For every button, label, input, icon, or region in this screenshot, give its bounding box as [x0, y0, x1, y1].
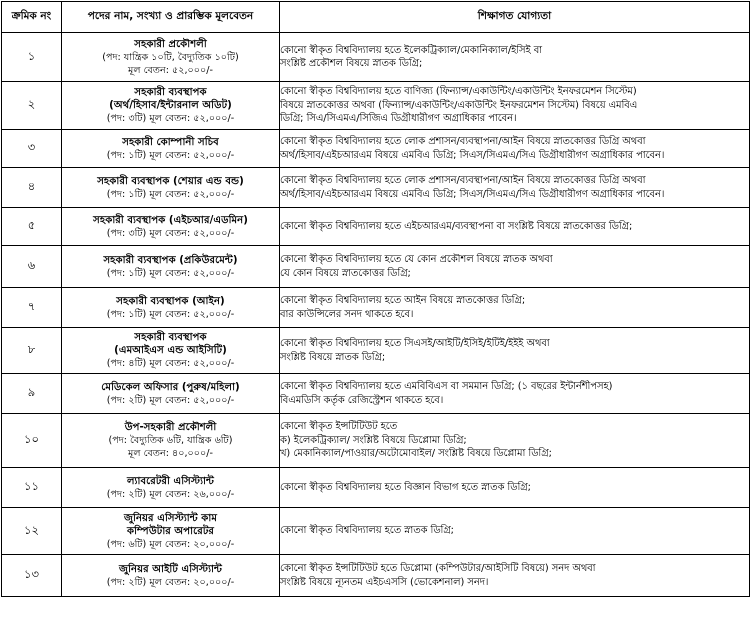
qualification-cell [280, 468, 750, 508]
qualification-line: কোনো স্বীকৃত বিশ্ববিদ্যালয় হতে যে কোন প্রকৌশল বিষয়ে স্নাতক অথবা [280, 254, 553, 265]
serial-cell: ১২ [2, 508, 62, 555]
serial-cell: ৪ [2, 168, 62, 208]
qualification-line: কোনো স্বীকৃত বিশ্ববিদ্যালয় হতে এইচআরএম/ব্যবস্থাপনা বা সংশ্লিষ্ট বিষয়ে স্নাতকোত্তর ডিগ্রি; [280, 220, 633, 232]
post-title: জুনিয়র আইটি এসিস্ট্যান্ট [118, 563, 223, 575]
post-details: মূল বেতন: ৪০,০০০/- [128, 448, 213, 459]
post-cell [62, 168, 280, 208]
post-details: (পদ: ২টি) মূল বেতন: ২৬,০০০/- [106, 488, 235, 500]
qualification-line: অর্থ/হিসাব/এইচআরএম বিষয়ে এমবিএ ডিগ্রি; সিএস/সিএমএ/সিএ ডিগ্রীধারীগণ অগ্রাধিকার পাবেন। [280, 188, 665, 200]
qualification-cell [280, 508, 750, 555]
qualification-line: কোনো স্বীকৃত বিশ্ববিদ্যালয় হতে এমবিবিএস বা সমমান ডিগ্রি; (১ বছরের ইন্টার্নশীপসহ) [280, 381, 613, 392]
table-row [2, 468, 750, 508]
post-title: সহকারী কোম্পানী সচিব [122, 136, 219, 148]
post-details: (পদ: ২টি) মূল বেতন: ২০,০০০/- [106, 576, 235, 588]
qualification-line: যে কোন বিষয়ে স্নাতকোত্তর ডিগ্রি; [280, 267, 411, 279]
table-row [2, 130, 750, 168]
qualification-cell [280, 33, 750, 82]
table-header-row [2, 2, 750, 33]
qualification-line: কোনো স্বীকৃত বিশ্ববিদ্যালয় হতে সিএসই/আইটি/ইসিই/ইটিই/ইইই অথবা [280, 338, 550, 349]
qualification-cell [280, 246, 750, 288]
table-row [2, 168, 750, 208]
qualification-cell [280, 168, 750, 208]
serial-cell: ৩ [2, 130, 62, 168]
qualification-line: বিএমডিসি কর্তৃক রেজিস্ট্রেশন থাকতে হবে। [280, 394, 444, 406]
qualification-line: সংশ্লিষ্ট বিষয়ে ন্যূনতম এইচএসসি (ভোকেশনাল) সনদ। [280, 576, 489, 588]
table-row [2, 208, 750, 246]
qualification-line: বিষয়ে স্নাতকোত্তর অথবা (ফিন্যান্স/একাউন্টিং/একাউন্টিং ইনফরমেশন সিস্টেম) বিষয়ে এমবিএ [280, 99, 638, 111]
post-title: (অর্থ/হিসাব/ইন্টারনাল অডিট) [109, 100, 232, 111]
serial-cell: ৭ [2, 288, 62, 328]
post-title: ল্যাবরেটরী এসিস্ট্যান্ট [126, 475, 215, 487]
table-row [2, 555, 750, 597]
post-details: (পদ: ৩টি) মূল বেতন: ৫২,০০০/- [106, 227, 235, 239]
serial-cell: ২ [2, 82, 62, 130]
post-cell [62, 508, 280, 555]
serial-cell: ৫ [2, 208, 62, 246]
qualification-cell [280, 414, 750, 468]
table-body [2, 33, 750, 597]
post-title: সহকারী ব্যবস্থাপক (এইচআর/এডমিন) [93, 214, 248, 226]
table-row [2, 508, 750, 555]
post-details: (পদ: ১টি) মূল বেতন: ৫২,০০০/- [106, 188, 235, 200]
table-row [2, 414, 750, 468]
job-vacancy-table [1, 1, 750, 597]
post-title: কম্পিউটার অপারেটর [127, 525, 214, 537]
post-title: জুনিয়র এসিস্ট্যান্ট কাম [123, 512, 218, 524]
qualification-line: কোনো স্বীকৃত বিশ্ববিদ্যালয় হতে বিজ্ঞান বিভাগ হতে স্নাতক ডিগ্রি; [280, 481, 531, 493]
post-cell [62, 82, 280, 130]
table-row [2, 328, 750, 374]
post-title: সহকারী ব্যবস্থাপক [134, 87, 207, 98]
post-title: সহকারী ব্যবস্থাপক (শেয়ার এন্ড বন্ড) [97, 175, 244, 187]
post-cell [62, 374, 280, 414]
qualification-cell [280, 82, 750, 130]
qualification-line: সংশ্লিষ্ট প্রকৌশল বিষয়ে স্নাতক ডিগ্রি; [280, 58, 423, 69]
table-row [2, 374, 750, 414]
post-title: সহকারী ব্যবস্থাপক (প্রকিউরমেন্ট) [103, 254, 238, 266]
post-cell [62, 328, 280, 374]
qualification-line: কোনো স্বীকৃত ইন্সটিটিউট হতে ডিপ্লোমা (কম্পিউটার/আইসিটি বিষয়ে) সনদ অথবা [280, 563, 596, 574]
qualification-cell [280, 328, 750, 374]
qualification-line: কোনো স্বীকৃত বিশ্ববিদ্যালয় হতে লোক প্রশাসন/ব্যবস্থাপনা/আইন বিষয়ে স্নাতকোত্তর ডিগ্রি অথবা [280, 136, 646, 147]
post-details: (পদ: ২টি) মূল বেতন: ৫২,০০০/- [106, 394, 235, 406]
qualification-cell [280, 130, 750, 168]
header-post: পদের নাম, সংখ্যা ও প্রারম্ভিক মূলবেতন [62, 2, 280, 33]
post-title: সহকারী ব্যবস্থাপক (আইন) [116, 295, 225, 307]
qualification-line: খ) মেকানিক্যাল/পাওয়ার/অটোমোবাইল/ সংশ্লিষ্ট বিষয়ে ডিপ্লোমা ডিগ্রি; [280, 448, 552, 460]
serial-cell: ১১ [2, 468, 62, 508]
qualification-line: অর্থ/হিসাব/এইচআরএম বিষয়ে এমবিএ ডিগ্রি; সিএস/সিএমএ/সিএ ডিগ্রীধারীগণ অগ্রাধিকার পাবেন। [280, 149, 665, 161]
qualification-line: কোনো স্বীকৃত বিশ্ববিদ্যালয় হতে আইন বিষয়ে স্নাতকোত্তর ডিগ্রি; [280, 295, 526, 306]
table-row [2, 288, 750, 328]
qualification-line: ডিগ্রি; সিএ/সিএমএ/সিজিএ ডিগ্রীধারীগণ অগ্রাধিকার পাবেন। [280, 113, 517, 125]
qualification-line: কোনো স্বীকৃত বিশ্ববিদ্যালয় হতে লোক প্রশাসন/ব্যবস্থাপনা/আইন বিষয়ে স্নাতকোত্তর ডিগ্রি অথবা [280, 175, 646, 186]
table-row [2, 33, 750, 82]
post-title: সহকারী প্রকৌশলী [134, 38, 207, 50]
qualification-line: ক) ইলেকট্রিক্যাল/ সংশ্লিষ্ট বিষয়ে ডিপ্লোমা ডিগ্রি; [280, 434, 467, 446]
post-cell [62, 246, 280, 288]
serial-cell: ৮ [2, 328, 62, 374]
serial-cell: ১ [2, 33, 62, 82]
serial-cell: ৬ [2, 246, 62, 288]
post-details: মূল বেতন: ৫২,০০০/- [128, 64, 213, 76]
qualification-line: কোনো স্বীকৃত বিশ্ববিদ্যালয় হতে স্নাতক ডিগ্রি; [280, 525, 454, 537]
post-details: (পদ: যান্ত্রিক ১০টি, বৈদ্যুতিক ১০টি) [102, 51, 239, 63]
table-row [2, 82, 750, 130]
qualification-line: কোনো স্বীকৃত বিশ্ববিদ্যালয় হতে বাণিজ্য (ফিন্যান্স/একাউন্টিং/একাউন্টিং ইনফরমেশন সিস্টেম) [280, 86, 637, 98]
qualification-cell [280, 208, 750, 246]
post-details: (পদ: ১টি) মূল বেতন: ৫২,০০০/- [106, 308, 235, 320]
qualification-cell [280, 374, 750, 414]
post-details: (পদ: ৬টি) মূল বেতন: ২০,০০০/- [106, 538, 235, 550]
post-title: সহকারী ব্যবস্থাপক [134, 332, 207, 343]
serial-cell: ৯ [2, 374, 62, 414]
serial-cell: ১০ [2, 414, 62, 468]
post-details: (পদ: ৩টি) মূল বেতন: ৫২,০০০/- [106, 113, 235, 124]
post-details: (পদ: ৪টি) মূল বেতন: ৫২,০০০/- [106, 358, 235, 369]
post-title: (এমআইএস এন্ড আইসিটি) [114, 345, 227, 356]
post-title: মেডিকেল অফিসার (পুরুষ/মহিলা) [101, 381, 240, 393]
serial-cell: ১৩ [2, 555, 62, 597]
header-serial: ক্রমিক নং [2, 2, 62, 33]
post-details: (পদ: ১টি) মূল বেতন: ৫২,০০০/- [106, 267, 235, 279]
post-title: উপ-সহকারী প্রকৌশলী [124, 422, 217, 433]
post-cell [62, 414, 280, 468]
qualification-line: কোনো স্বীকৃত বিশ্ববিদ্যালয় হতে ইলেকট্রিক্যাল/মেকানিক্যাল/ইসিই বা [280, 44, 543, 56]
qualification-cell [280, 288, 750, 328]
header-qualification: শিক্ষাগত যোগ্যতা [280, 2, 750, 33]
qualification-cell [280, 555, 750, 597]
post-cell [62, 33, 280, 82]
qualification-line: বার কাউন্সিলের সনদ থাকতে হবে। [280, 308, 414, 320]
post-cell [62, 468, 280, 508]
table-row [2, 246, 750, 288]
post-cell [62, 208, 280, 246]
post-cell [62, 555, 280, 597]
qualification-line: কোনো স্বীকৃত ইন্সটিটিউট হতে [280, 421, 398, 433]
post-details: (পদ: ১টি) মূল বেতন: ৫২,০০০/- [106, 149, 235, 161]
qualification-line: সংশ্লিষ্ট বিষয়ে স্নাতক ডিগ্রি; [280, 351, 386, 363]
post-cell [62, 288, 280, 328]
post-details: (পদ: বৈদ্যুতিক ৬টি, যান্ত্রিক ৬টি) [108, 435, 233, 446]
post-cell [62, 130, 280, 168]
